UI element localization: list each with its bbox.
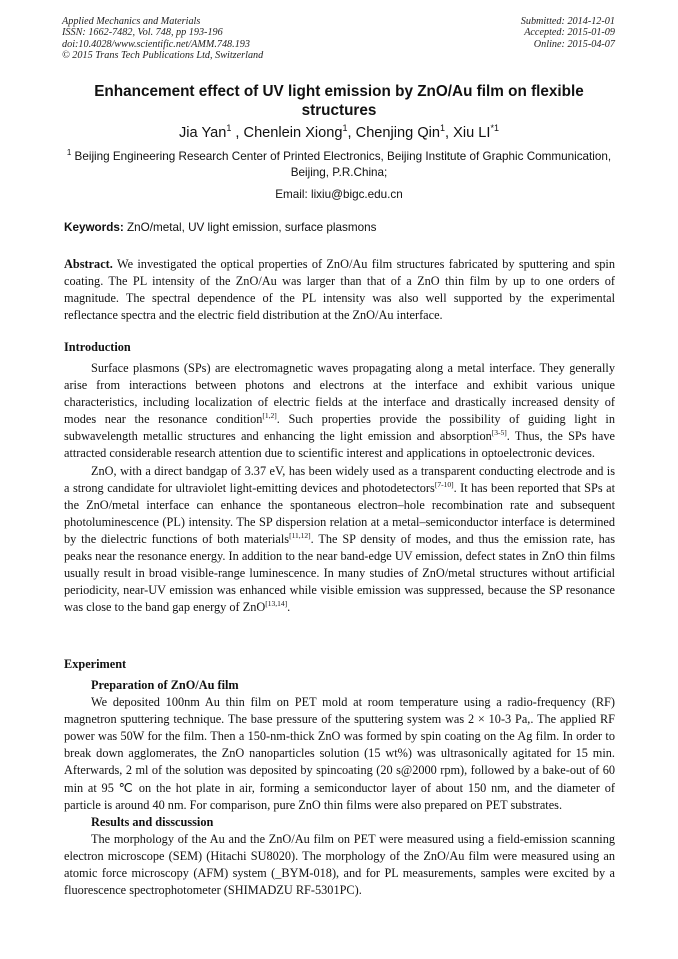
section-heading-experiment: Experiment (64, 657, 127, 671)
author-affil-mark: *1 (490, 123, 499, 133)
author-name: Chenlein Xiong (243, 125, 343, 141)
paper-title: Enhancement effect of UV light emission by ZnO/Au film on flexible structures (94, 83, 584, 119)
online-date: Online: 2015-04-07 (533, 38, 615, 50)
keywords-text: ZnO/metal, UV light emission, surface plasmons (127, 221, 377, 234)
doi-line: doi:10.4028/www.scientific.net/AMM.748.193 (62, 38, 250, 50)
abstract-text: We investigated the optical properties of ZnO/Au film structures fabricated by sputtering and spin coating. The PL intensity of the ZnO/Au was larger than that of a ZnO thin film by up to one orders of magnitude. The spectral dependence of the PL intensity was also well supported by the experimental reflectance spectra and the electric field distribution at the ZnO/Au interface. (64, 257, 615, 323)
affiliation-text: Beijing Engineering Research Center of Printed Electronics, Beijing Institute of Graphic Communication, Beijing, P.R.China; (74, 150, 612, 179)
journal-name: Applied Mechanics and Materials (62, 16, 201, 27)
issn-line: ISSN: 1662-7482, Vol. 748, pp 193-196 (62, 27, 223, 39)
author-list: Jia Yan$^1$ , Chenlein Xiong$^1$, Chenjing Qin$^1$, Xiu LI$^{*1}$ (179, 123, 499, 141)
subsection-heading-results: Results and disscussion (91, 814, 214, 829)
section-heading-introduction: Introduction (64, 340, 131, 354)
citation[interactable]: [1,2] (262, 411, 277, 421)
author-affil-mark: 1 (440, 123, 446, 133)
accepted-date: Accepted: 2015-01-09 (524, 27, 615, 39)
submitted-date: Submitted: 2014-12-01 (520, 16, 615, 27)
keywords-label: Keywords: (64, 221, 124, 234)
intro-paragraph-2: ZnO, with a direct bandgap of 3.37 eV, has been widely used as a transparent conducting electrode and is a strong candidate for ultraviolet light-emitting devices and photodetectors[7-10]. It has been reported that SPs at the ZnO/metal interface can enhance the spontaneous electron–hole recombination rate and subsequent photoluminescence (PL) intensity. The SP dispersion relation at a metal–semiconductor interface is determined by the dielectric functions of both materials[11,12]. The SP density of modes, and thus the emission rate, has peaks near the resonance energy. In addition to the near band-edge UV emission, defect states in ZnO thin films usually result in broad visible-range luminescence. In many studies of ZnO/metal structures without artificial periodicity, near-UV emission was enhanced while visible emission was suppressed, because the SP resonance was close to the band gap energy of ZnO[13,14]. (64, 463, 615, 615)
keywords (64, 220, 616, 235)
citation[interactable]: [7-10] (434, 479, 454, 489)
affiliation-mark: 1 (66, 148, 72, 157)
publication-dates (521, 16, 615, 50)
abstract-label: Abstract. (64, 257, 113, 271)
copyright-line: © 2015 Trans Tech Publications Ltd, Switzerland (62, 49, 264, 61)
author-name: Chenjing Qin (355, 125, 441, 141)
author-name: Xiu LI (453, 125, 491, 141)
citation[interactable]: [3-5] (491, 428, 507, 438)
experiment-body (64, 677, 615, 899)
abstract (64, 256, 615, 324)
journal-info (62, 16, 263, 61)
contact-email[interactable]: Email: lixiu@bigc.edu.cn (275, 188, 403, 201)
author-affil-mark: 1 (226, 123, 232, 133)
introduction-body (64, 360, 615, 616)
subsection-heading-preparation: Preparation of ZnO/Au film (91, 678, 239, 692)
experiment-paragraph-1: We deposited 100nm Au thin film on PET mold at room temperature using a radio-frequency (RF) magnetron sputtering technique. The base pressure of the sputtering system was 2 × 10-3 Pa,. The applied RF power was 50W for the film. Then a 150-nm-thick ZnO was formed by spin coating on the Ag film. In order to break down agglomerates, the ZnO nanoparticles solution (15 wt%) was ultrasonically agitated for 15 min. Afterwards, 2 ml of the solution was deposited by spincoating (20 s@2000 rpm), followed by a bake-out of 60 min at 95 ℃ on the hot plate in air, forming a semiconductor layer of about 150 nm, and the diameter of particle is around 40 nm. For comparison, pure ZnO thin films were also prepared on PET substrates. (64, 695, 615, 812)
author-name: Jia Yan (179, 125, 227, 141)
citation[interactable]: [11,12] (289, 530, 311, 540)
intro-paragraph-1: Surface plasmons (SPs) are electromagnetic waves propagating along a metal interface. They generally arise from interactions between photons and electrons at the interface and exhibit various unique characteristics, including localization of electric fields at the interface and drastically increased density of modes near the resonance condition[1,2]. Such properties provide the possibility of guiding light in subwavelength metallic structures and enhancing the light emission and absorption[3-5]. Thus, the SPs have attracted considerable research attention due to scientific interest and applications in optoelectronic devices. (64, 361, 615, 461)
experiment-paragraph-2: The morphology of the Au and the ZnO/Au film on PET were measured using a field-emission scanning electron microscope (SEM) (Hitachi SU8020). The morphology of the ZnO/Au film were measured using an atomic force microscopy (AFM) system (_BYM-018), and for PL measurements, samples were excited by a fluorescence spectrophotometer (SHIMADZU RF-5301PC). (64, 831, 615, 898)
affiliation (60, 149, 618, 180)
author-affil-mark: 1 (342, 123, 348, 133)
citation[interactable]: [13,14] (265, 599, 288, 609)
